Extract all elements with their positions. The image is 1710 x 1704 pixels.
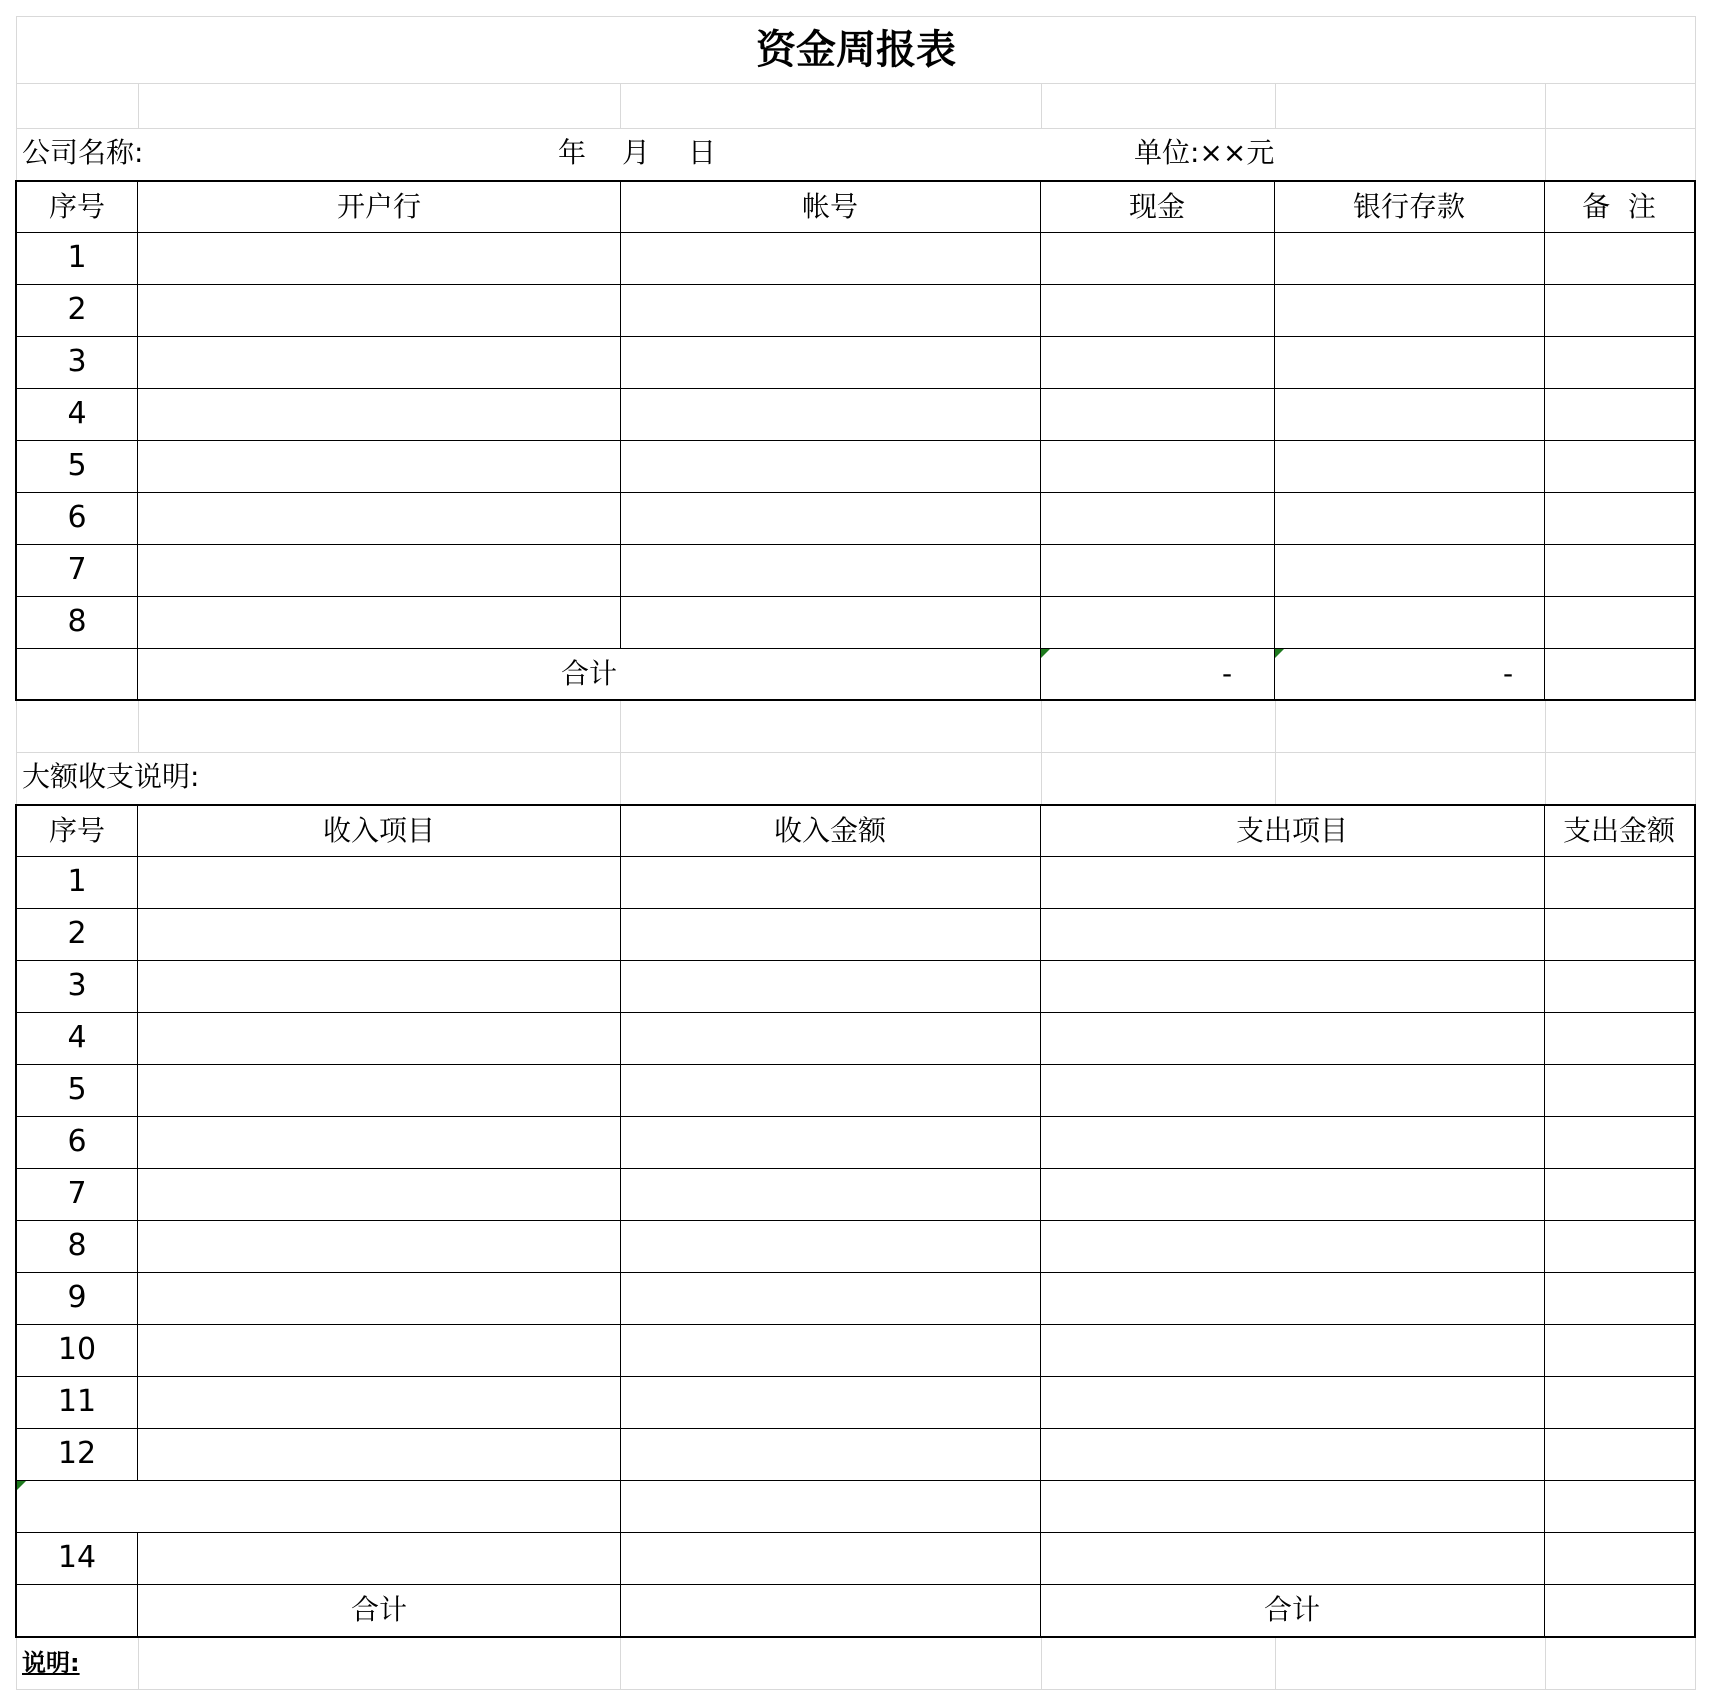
table-row-seq: 4 (67, 396, 87, 431)
border (1694, 180, 1696, 701)
table-row-seq: 2 (67, 292, 87, 327)
border (16, 544, 1695, 545)
border (16, 492, 1695, 493)
table-row-seq: 4 (67, 1020, 87, 1055)
table-row-seq: 6 (67, 1124, 87, 1159)
gridline (138, 83, 139, 128)
table-row-seq: 10 (57, 1332, 97, 1367)
table-row-seq: 9 (67, 1280, 87, 1315)
border (16, 1428, 1695, 1429)
border (16, 336, 1695, 337)
gridline (16, 16, 1696, 17)
header-seq: 序号 (48, 190, 106, 223)
large-transactions-label: 大额收支说明: (22, 760, 200, 793)
table-row-seq: 7 (67, 552, 87, 587)
header-remark: 备 注 (1582, 190, 1656, 223)
day-label: 日 (688, 136, 717, 169)
cell-error-marker (1041, 649, 1050, 658)
border (137, 804, 138, 1481)
fund-total-cash: - (1222, 657, 1233, 690)
border (16, 232, 1695, 233)
cell-error-marker (1275, 649, 1284, 658)
gridline (16, 128, 1696, 129)
gridline (1041, 83, 1042, 128)
border (16, 1168, 1695, 1169)
table-row-seq: 12 (57, 1436, 97, 1471)
border (16, 960, 1695, 961)
border (16, 388, 1695, 389)
table-row-seq: 2 (67, 916, 87, 951)
unit-label: 单位:××元 (1134, 136, 1275, 169)
gridline (138, 1637, 139, 1689)
border (1544, 180, 1545, 701)
gridline (620, 83, 621, 128)
gridline (16, 1689, 1696, 1690)
fund-total-label: 合计 (560, 657, 618, 690)
header-income-amount: 收入金额 (773, 814, 887, 847)
border (16, 1064, 1695, 1065)
header-income-item: 收入项目 (322, 814, 436, 847)
border (16, 1480, 1695, 1481)
border (16, 440, 1695, 441)
table-row-seq: 3 (67, 968, 87, 1003)
report-title: 资金周报表 (756, 27, 956, 73)
border (16, 908, 1695, 909)
border (16, 180, 1695, 182)
month-label: 月 (622, 136, 651, 169)
gridline (1275, 83, 1276, 128)
table-row-seq: 5 (67, 1072, 87, 1107)
table-row-seq: 1 (67, 864, 87, 899)
border (1040, 804, 1041, 1638)
header-bank: 开户行 (336, 190, 422, 223)
note-label: 说明: (22, 1649, 80, 1677)
table-row-seq: 8 (67, 1228, 87, 1263)
header-account: 帐号 (801, 190, 859, 223)
border (16, 1116, 1695, 1117)
cell-error-marker (17, 1481, 26, 1490)
table-row-seq: 5 (67, 448, 87, 483)
border (620, 804, 621, 1638)
border (16, 596, 1695, 597)
fund-total-bank: - (1503, 657, 1514, 690)
header-bank-deposit: 银行存款 (1352, 190, 1466, 223)
header-expense-item: 支出项目 (1235, 814, 1349, 847)
border (1544, 804, 1545, 1638)
header-seq: 序号 (48, 814, 106, 847)
header-cash: 现金 (1128, 190, 1186, 223)
border (15, 804, 17, 1638)
gridline (620, 1637, 621, 1689)
border (137, 180, 138, 701)
gridline (1545, 700, 1546, 804)
gridline (1275, 700, 1276, 804)
border (16, 1012, 1695, 1013)
header-expense-amount: 支出金额 (1562, 814, 1676, 847)
border (16, 856, 1695, 857)
border (15, 180, 17, 701)
table-row-seq: 8 (67, 604, 87, 639)
border (137, 1532, 138, 1638)
border (1040, 180, 1041, 701)
gridline (1041, 1637, 1042, 1689)
gridline (138, 700, 139, 752)
border (16, 804, 1695, 806)
gridline (1545, 1637, 1546, 1689)
border (16, 284, 1695, 285)
border (16, 1324, 1695, 1325)
border (1274, 180, 1275, 701)
company-name-label: 公司名称: (22, 136, 144, 169)
expense-total-label: 合计 (1263, 1593, 1321, 1626)
table-row-seq: 11 (57, 1384, 97, 1419)
table-row-seq: 3 (67, 344, 87, 379)
year-label: 年 (558, 136, 587, 169)
table-row-seq: 14 (57, 1540, 97, 1575)
gridline (620, 700, 621, 804)
table-row-seq: 7 (67, 1176, 87, 1211)
table-row-seq: 6 (67, 500, 87, 535)
gridline (1545, 83, 1546, 181)
gridline (16, 83, 1696, 84)
border (16, 1220, 1695, 1221)
border (16, 1584, 1695, 1585)
border (16, 1532, 1695, 1533)
border (16, 648, 1695, 649)
border (16, 1636, 1695, 1638)
gridline (16, 752, 1696, 753)
border (16, 1376, 1695, 1377)
border (1694, 804, 1696, 1638)
border (620, 180, 621, 649)
income-total-label: 合计 (350, 1593, 408, 1626)
border (16, 699, 1695, 701)
gridline (1275, 1637, 1276, 1689)
table-row-seq: 1 (67, 240, 87, 275)
border (16, 1272, 1695, 1273)
gridline (1041, 700, 1042, 804)
